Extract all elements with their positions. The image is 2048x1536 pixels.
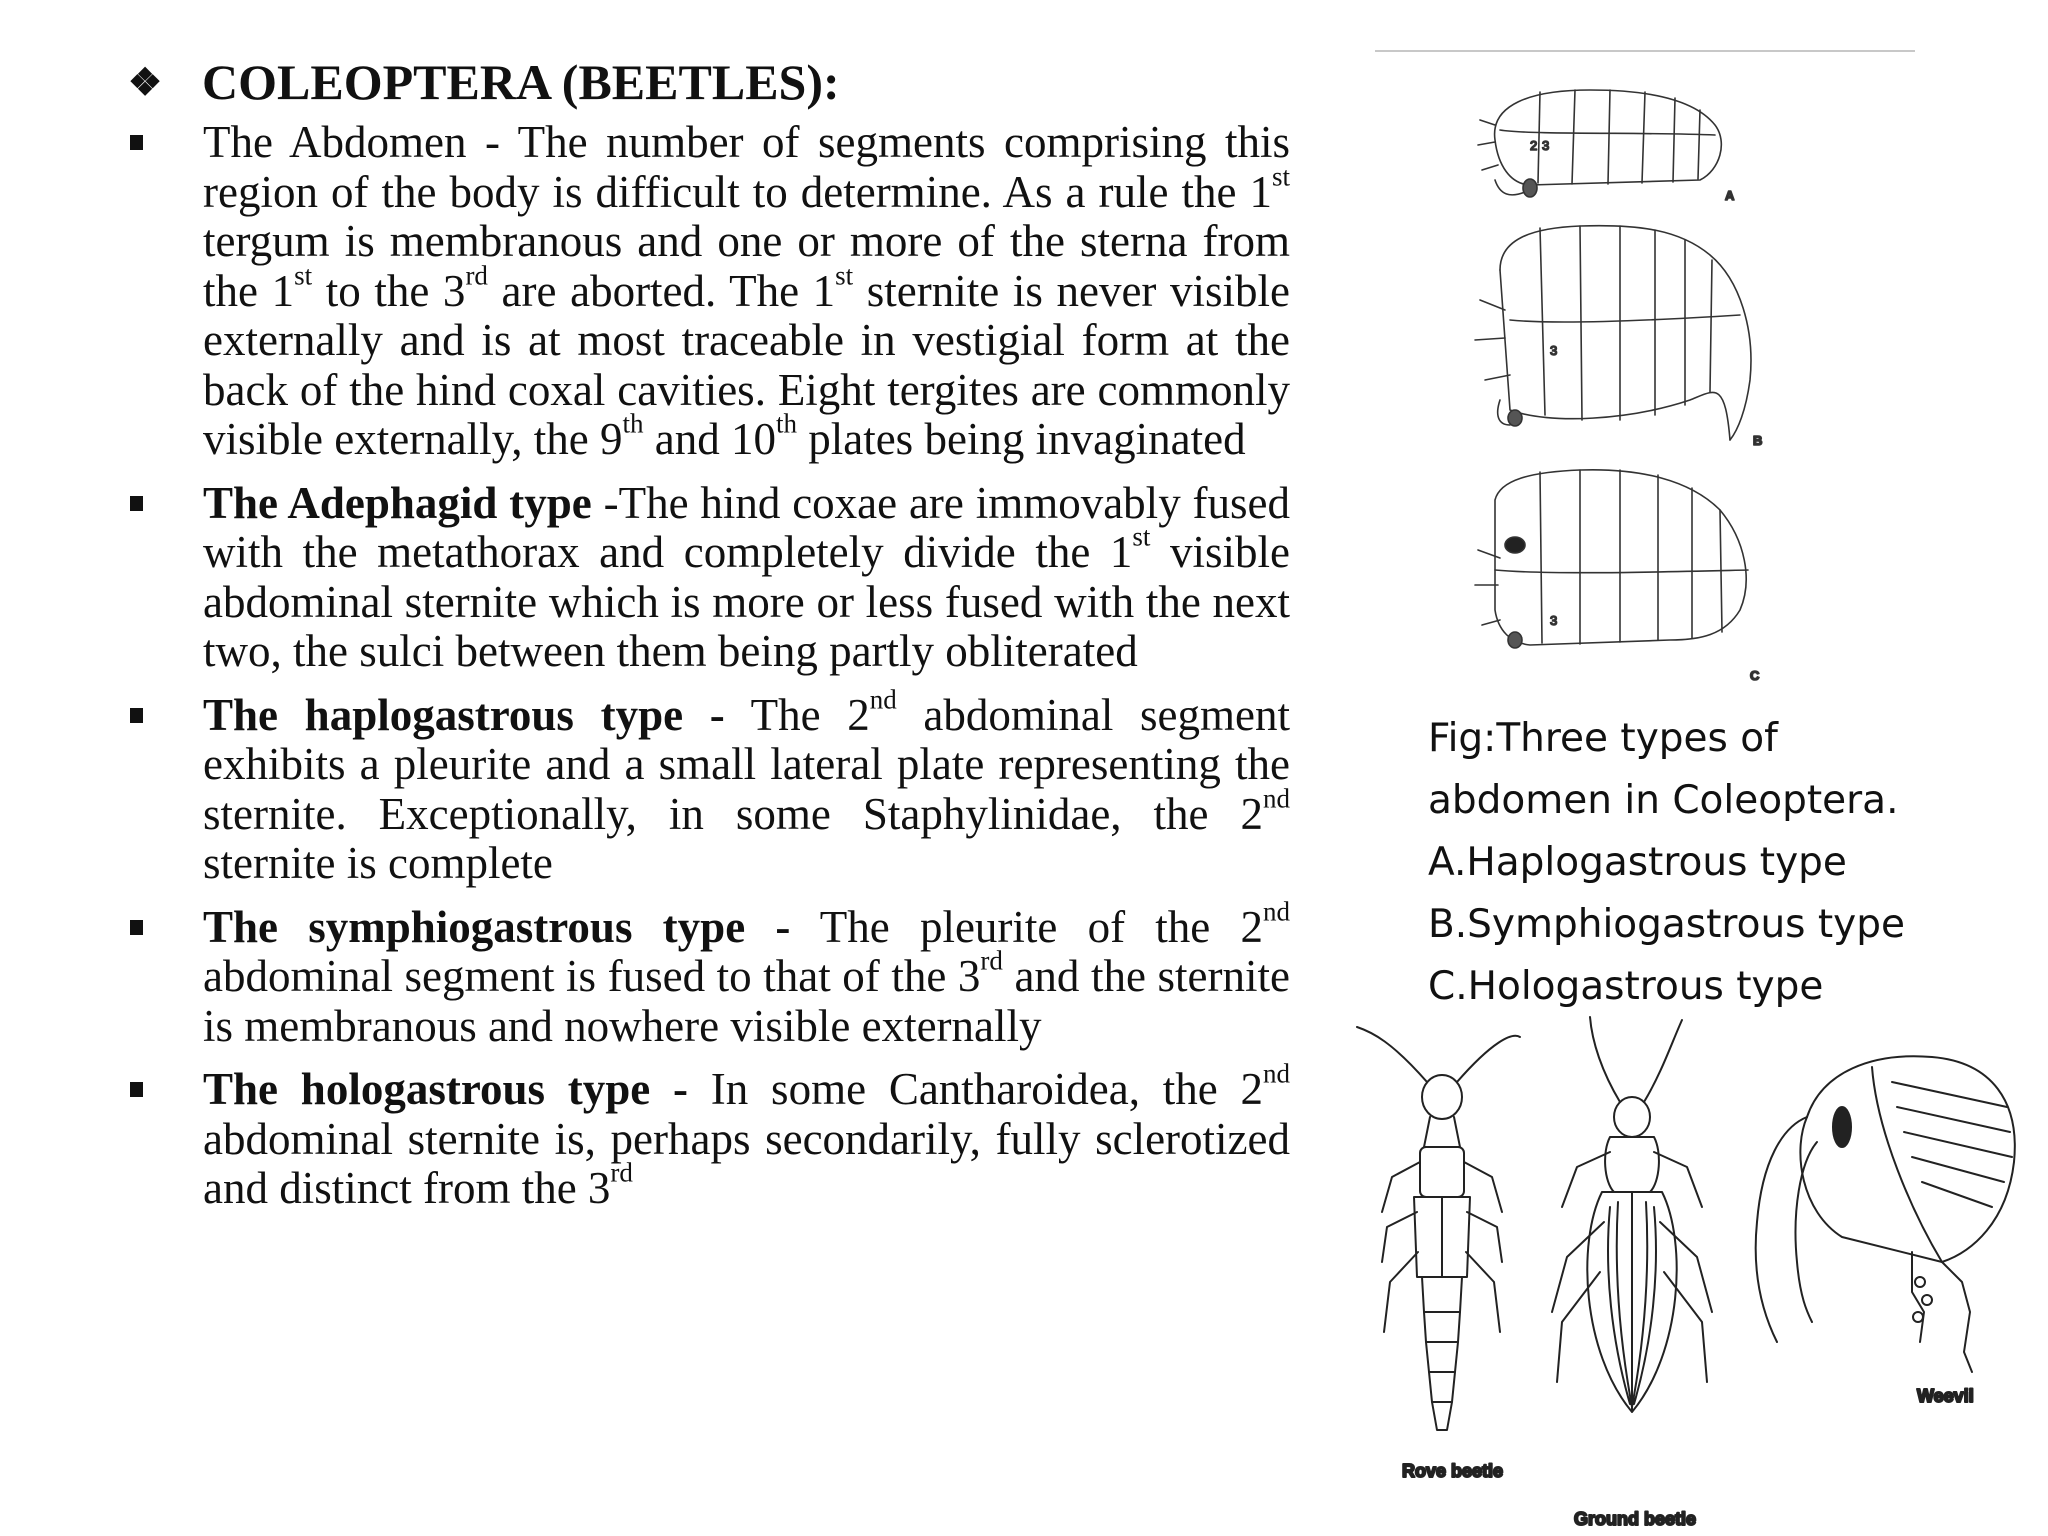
- square-bullet-icon: [130, 1082, 143, 1097]
- slide-title: COLEOPTERA (BEETLES):: [202, 54, 840, 110]
- square-bullet-icon: [130, 920, 143, 935]
- rove-beetle-drawing: [1357, 1027, 1520, 1481]
- rove-beetle-label: Rove beetle: [1402, 1461, 1504, 1481]
- caption-line-1: Fig:Three types of: [1428, 716, 1778, 761]
- weevil-drawing: [1756, 1056, 2015, 1406]
- abdomen-label-b: B: [1753, 433, 1763, 448]
- diamond-bullet-icon: ❖: [128, 62, 163, 104]
- beetle-types-figure: [1352, 1012, 2020, 1532]
- square-bullet-icon: [130, 496, 143, 511]
- bullet-hologastrous-type: [130, 1058, 1290, 1214]
- abdomen-types-figure: [1470, 80, 1810, 705]
- bullet-haplogastrous-type: [130, 683, 1290, 889]
- caption-line-4: B.Symphiogastrous type: [1428, 902, 1906, 947]
- segment-number-3-b: 3: [1550, 343, 1558, 358]
- bullet-adephagid-type: [130, 479, 1290, 677]
- ground-beetle-drawing: [1552, 1017, 1712, 1529]
- bullet-haplogastrous-text: The haplogastrous type - The 2nd abdominal segment exhibits a pleurite and a small lateral plate representing the sternite. Exceptionally, in some Staphylinidae, the 2nd sternite is complete: [203, 683, 1290, 888]
- bullet-abdomen: [130, 118, 1290, 465]
- slide-title-row: [128, 52, 840, 113]
- figure-caption: [1428, 708, 1905, 1018]
- abdomen-c-drawing: [1475, 470, 1760, 683]
- abdomen-b-drawing: [1475, 226, 1762, 448]
- bullet-adephagid-text: The Adephagid type -The hind coxae are immovably fused with the metathorax and completely divide the 1st visible abdominal sternite which is more or less fused with the next two, the sulci between them being partly obliterated: [203, 477, 1290, 676]
- segment-number-2: 2: [1530, 138, 1538, 153]
- abdomen-label-a: A: [1725, 188, 1735, 203]
- abdomen-a-drawing: [1478, 90, 1735, 203]
- bullet-list: [130, 118, 1290, 1228]
- bullet-hologastrous-text: The hologastrous type - In some Cantharoidea, the 2nd abdominal sternite is, perhaps secondarily, fully sclerotized and distinct from the 3rd: [203, 1058, 1290, 1213]
- segment-number-3-c: 3: [1550, 613, 1558, 628]
- caption-line-2: abdomen in Coleoptera.: [1428, 778, 1899, 823]
- abdomen-label-c: C: [1750, 668, 1760, 683]
- square-bullet-icon: [130, 708, 143, 723]
- ground-beetle-label: Ground beetle: [1574, 1509, 1697, 1529]
- bullet-abdomen-text: The Abdomen - The number of segments comprising this region of the body is difficult to determine. As a rule the 1st tergum is membranous and one or more of the sterna from the 1st to the 3rd are aborted. The 1st sternite is never visible externally and is at most traceable in vestigial form at the back of the hind coxal cavities. Eight tergites are commonly visible externally, the 9th and 10th plates being invaginated: [203, 117, 1291, 464]
- caption-line-5: C.Hologastrous type: [1428, 964, 1824, 1009]
- figure-top-rule: [1375, 50, 1915, 52]
- weevil-label: Weevil: [1917, 1386, 1974, 1406]
- bullet-symphiogastrous-text: The symphiogastrous type - The pleurite of the 2nd abdominal segment is fused to that of the 3rd and the sternite is membranous and nowhere visible externally: [203, 895, 1290, 1051]
- caption-line-3: A.Haplogastrous type: [1428, 840, 1847, 885]
- segment-number-3: 3: [1542, 138, 1550, 153]
- square-bullet-icon: [130, 135, 143, 150]
- bullet-symphiogastrous-type: [130, 895, 1290, 1052]
